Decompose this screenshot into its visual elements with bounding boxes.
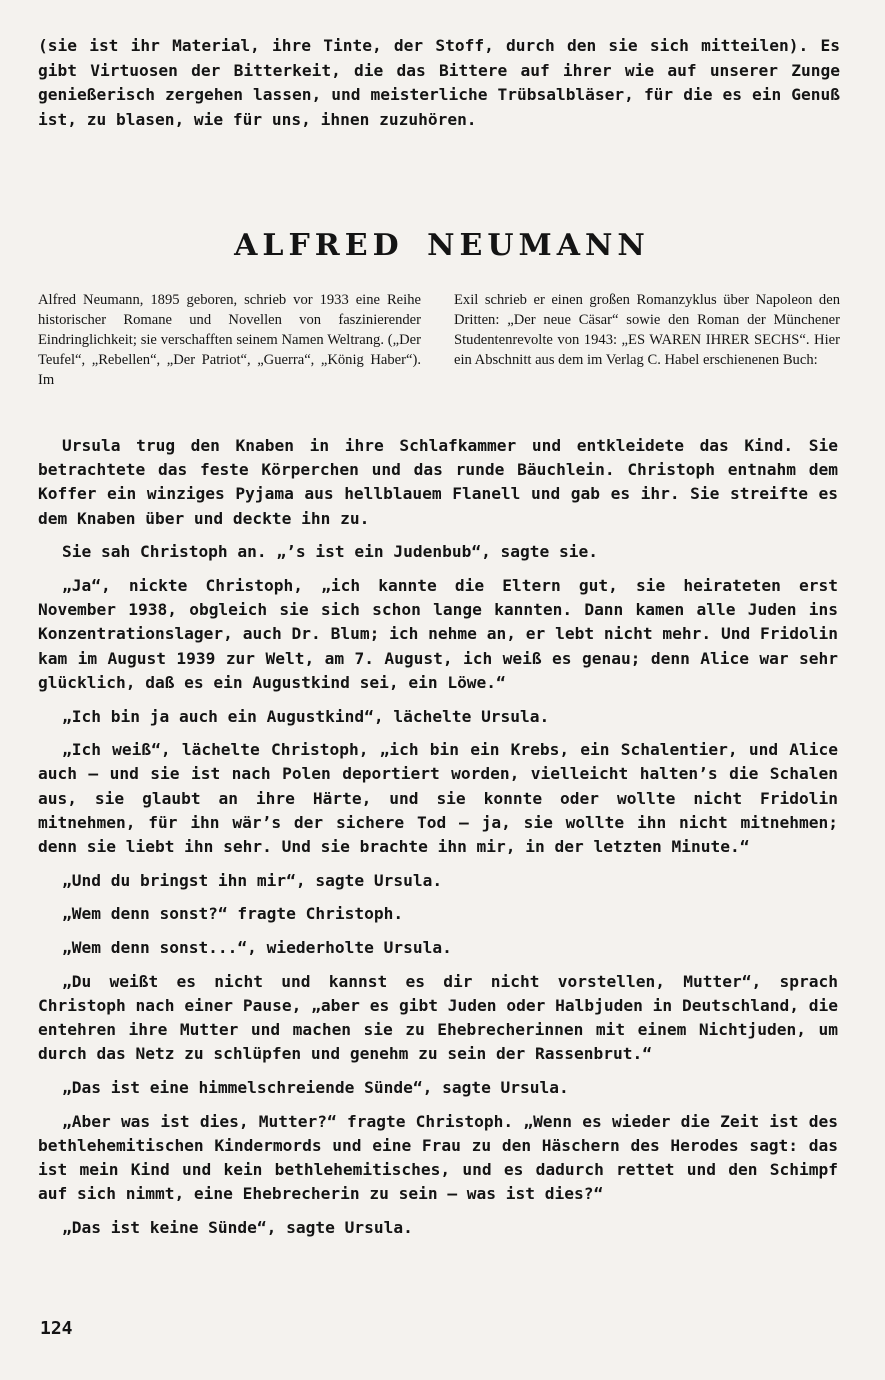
story-paragraph: „Ich bin ja auch ein Augustkind“, lächelte Ursula. xyxy=(62,706,550,726)
story-paragraph: „Das ist keine Sünde“, sagte Ursula. xyxy=(62,1218,413,1238)
story-text xyxy=(38,434,838,1250)
story-paragraph: „Das ist eine himmelschreiende Sünde“, sagte Ursula. xyxy=(62,1078,569,1098)
story-paragraph: „Du weißt es nicht und kannst es dir nicht vorstellen, Mutter“, sprach Christoph nach einer Pause, „aber es gibt Juden oder Halbjuden in Deutschland, die entehren ihre Mutter und machen sie zu Ehebrecherinnen mit einem Nichtjuden, um durch das Netz zu schlüpfen und genehm zu sein der Rassenbrut.“ xyxy=(38,971,838,1064)
author-heading: ALFRED NEUMANN xyxy=(234,228,650,263)
bio-right-text: Exil schrieb er einen großen Romanzyklus über Napoleon den Dritten: „Der neue Cäsar“ sowie den Roman der Münchener Studentenrevolte von 1943: „ES WAREN IHRER SECHS“. Hier ein Abschnitt aus dem im Verlag C. Habel erschienenen Buch: xyxy=(454,292,840,369)
story-paragraph: „Wem denn sonst?“ fragte Christoph. xyxy=(62,904,404,924)
story-paragraph: „Ich weiß“, lächelte Christoph, „ich bin ein Krebs, ein Schalentier, und Alice auch — und sie ist nach Polen deportiert worden, vielleicht halten’s die Schalen aus, sie glaubt an ihre Härte, und sie konnte oder wollte nicht Fridolin mitnehmen, für ihn wär’s der sichere Tod — ja, sie wollte ihn nicht mitnehmen; denn sie liebt ihn sehr. Und sie brachte ihn mir, in der letzten Minute.“ xyxy=(38,740,838,857)
story-paragraph: Sie sah Christoph an. „’s ist ein Judenbub“, sagte sie. xyxy=(62,542,599,562)
story-paragraph: „Aber was ist dies, Mutter?“ fragte Christoph. „Wenn es wieder die Zeit ist des bethlehemitischen Kindermords und eine Frau zu den Häschern des Herodes sagt: das ist mein Kind und kein bethlehemitisches, und es dadurch rettet und den Schimpf auf sich nimmt, eine Ehebrecherin zu sein — was ist dies?“ xyxy=(38,1111,838,1204)
story-paragraph: „Ja“, nickte Christoph, „ich kannte die Eltern gut, sie heirateten erst November 1938, obgleich sie sich schon lange kannten. Dann kamen alle Juden ins Konzentrationslager, auch Dr. Blum; ich nehme an, er lebt nicht mehr. Und Fridolin kam im August 1939 zur Welt, am 7. August, ich weiß es genau; denn Alice war sehr glücklich, daß es ein Augustkind sei, ein Löwe.“ xyxy=(38,576,838,692)
bio-column-left xyxy=(38,290,421,390)
bio-left-text: Alfred Neumann, 1895 geboren, schrieb vor 1933 eine Reihe historischer Romane und Novellen von faszinierender Eindringlichkeit; sie verschafften seinem Namen Weltrang. („Der Teufel“, „Rebellen“, „Der Patriot“, „Guerra“, „König Haber“). Im xyxy=(38,292,421,389)
bio-column-right xyxy=(454,290,840,370)
intro-text: (sie ist ihr Material, ihre Tinte, der Stoff, durch den sie sich mitteilen). Es gibt Virtuosen der Bitterkeit, die das Bittere auf ihrer wie auf unserer Zunge genießerisch zergehen lassen, und meisterliche Trübsalbläser, für die es ein Genuß ist, zu blasen, wie für uns, ihnen zuzuhören. xyxy=(38,36,840,130)
page xyxy=(38,0,846,1380)
page-number: 124 xyxy=(40,1318,73,1339)
story-paragraph: „Und du bringst ihn mir“, sagte Ursula. xyxy=(62,870,443,890)
story-paragraph: „Wem denn sonst...“, wiederholte Ursula. xyxy=(62,938,452,958)
story-paragraph: Ursula trug den Knaben in ihre Schlafkammer und entkleidete das Kind. Sie betrachtete das feste Körperchen und das runde Bäuchlein. Christoph entnahm dem Koffer ein winziges Pyjama aus hellblauem Flanell und gab es ihr. Sie streifte es dem Knaben über und deckte ihn zu. xyxy=(38,436,838,528)
intro-paragraph xyxy=(38,34,840,133)
